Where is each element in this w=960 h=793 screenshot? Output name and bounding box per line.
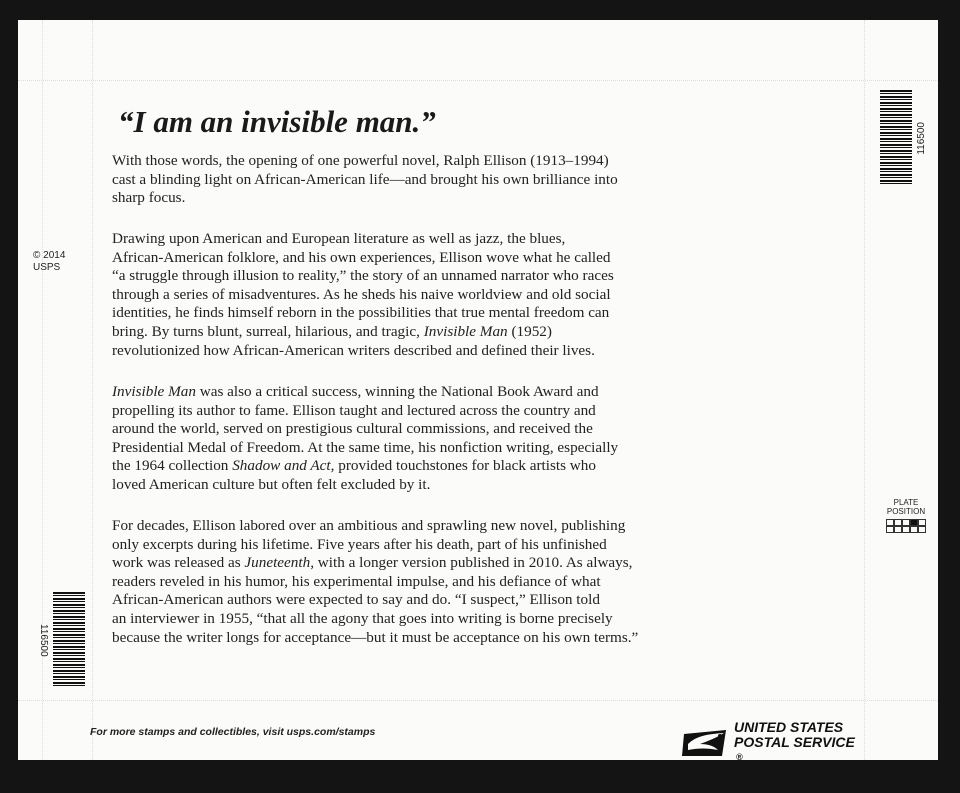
paragraph-4: For decades, Ellison labored over an ambitious and sprawling new novel, publishing only excerpts during his lifetime. Five years after his death, part of his unfinished work was released as Juneteenth, with a longer version published in 2010. As always, readers reveled in his humor, his experimental impulse, and his defiance of what African-American authors were expected to say and do. “I suspect,” Ellison told an interviewer in 1955, “that all the agony that goes into writing is borne precisely because the writer longs for acceptance—but it must be acceptance on his own terms.”: [112, 517, 639, 646]
perforation-line: [18, 80, 938, 81]
perforation-line: [18, 700, 938, 701]
barcode-number: 116500: [916, 121, 927, 155]
plate-cell: [902, 526, 910, 533]
barcode-number: 116500: [38, 623, 49, 657]
perforation-line: [864, 20, 865, 760]
barcode-top-right: [880, 90, 927, 186]
plate-cell: [894, 519, 902, 526]
usps-wordmark: UNITED STATES POSTAL SERVICE ®: [734, 720, 855, 765]
plate-cell: [902, 519, 910, 526]
plate-cell: [918, 519, 926, 526]
plate-position: PLATE POSITION: [880, 498, 932, 533]
plate-cell: [886, 519, 894, 526]
paragraph-3: Invisible Man was also a critical success, winning the National Book Award and propelling its author to fame. Ellison taught and lectured across the country and around the world, served on prestigious cultural commissions, and received the Presidential Medal of Freedom. At the same time, his nonfiction writing, especially the 1964 collection Shadow and Act, provided touchstones for black artists who loved American culture but often felt excluded by it.: [112, 383, 619, 493]
copyright-notice: © 2014 USPS: [33, 250, 66, 273]
plate-cell: [910, 526, 918, 533]
paragraph-1: With those words, the opening of one powerful novel, Ralph Ellison (1913–1994) cast a blinding light on African-American life—and brought his own brilliance into sharp focus.: [112, 152, 618, 207]
barcode-icon: [880, 90, 912, 186]
registered-mark: ®: [736, 752, 743, 762]
barcode-bottom-left: [38, 592, 85, 688]
book-title: Juneteenth,: [244, 554, 314, 572]
usps-logo: [682, 720, 855, 765]
plate-cell: [910, 519, 918, 526]
usps-eagle-icon: [682, 728, 728, 758]
book-title: Shadow and Act,: [232, 457, 335, 475]
book-title: Invisible Man: [423, 322, 508, 340]
plate-cell: [918, 526, 926, 533]
plate-cell: [894, 526, 902, 533]
souvenir-sheet: [18, 20, 938, 760]
perforation-line: [92, 20, 93, 760]
title-quote: “I am an invisible man.”: [118, 104, 436, 139]
paragraph-2: Drawing upon American and European literature as well as jazz, the blues, African-American folklore, and his own experiences, Ellison wove what he called “a struggle through illusion to reality,” the story of an unnamed narrator who races through a series of misadventures. As he sheds his naive worldview and old social identities, he finds himself reborn in the possibilities that true mental freedom can bring. By turns blunt, surreal, hilarious, and tragic, Invisible Man (1952) revolutionized how African-American writers described and defined their lives.: [112, 230, 614, 359]
footer-note: For more stamps and collectibles, visit usps.com/stamps: [90, 726, 376, 738]
plate-cell: [886, 526, 894, 533]
plate-position-grid: [886, 519, 926, 533]
barcode-icon: [53, 592, 85, 688]
book-title: Invisible Man: [112, 383, 196, 400]
